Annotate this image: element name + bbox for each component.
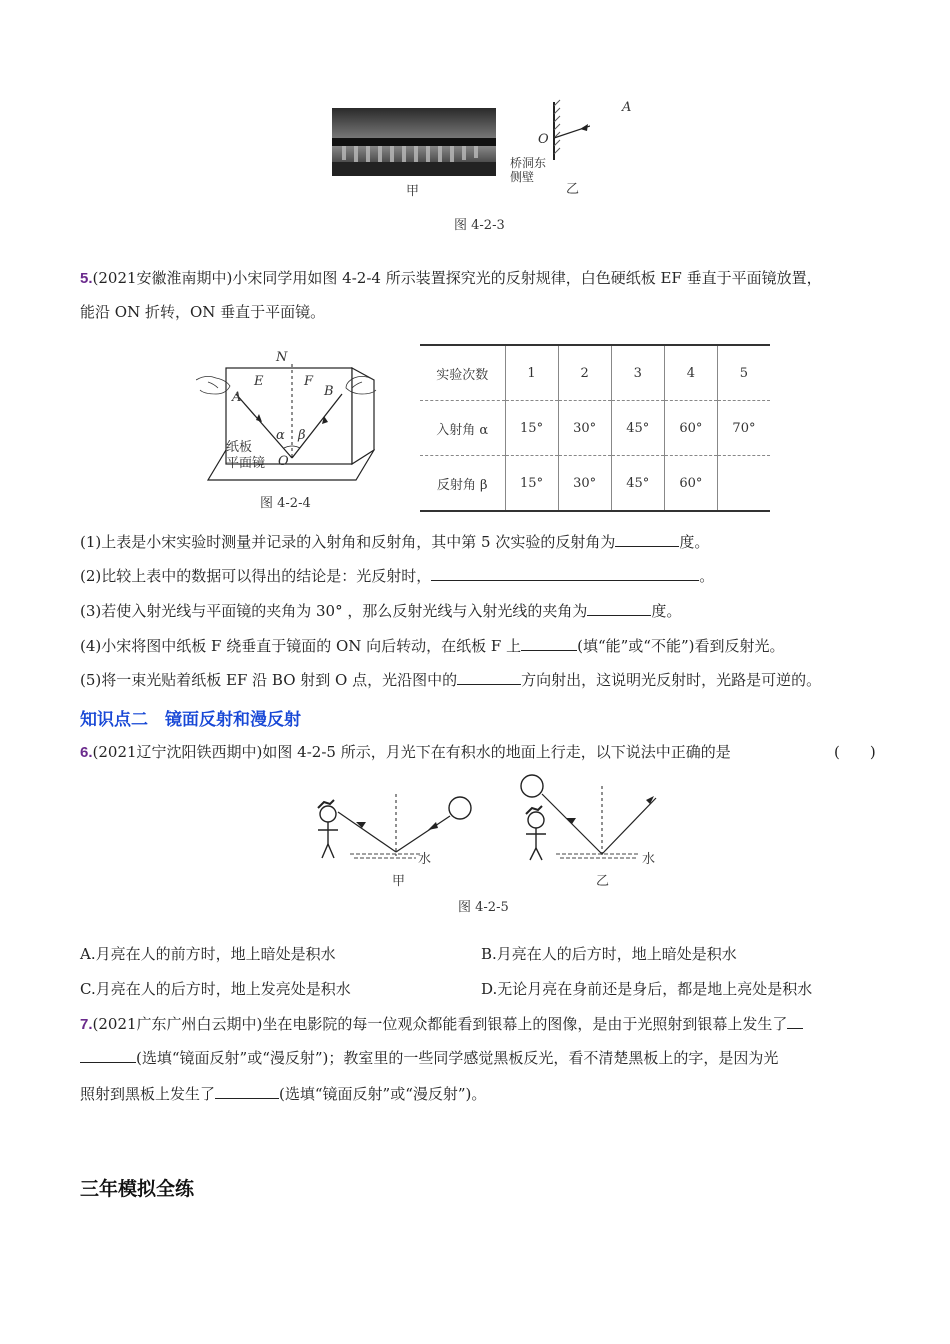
label-paper: 纸板	[226, 440, 253, 455]
table-row	[420, 345, 770, 401]
question-7-line1: 7.(2021广东广州白云期中)坐在电影院的每一位观众都能看到银幕上的图像，是由于光照射到银幕上发生了	[80, 1014, 803, 1035]
label-E: E	[254, 374, 264, 389]
answer-blank[interactable]	[587, 601, 651, 616]
sub-question-1: (1)上表是小宋实验时测量并记录的入射角和反射角，其中第 5 次实验的反射角为 度。	[80, 533, 710, 551]
question-7-line3: 照射到黑板上发生了 (选填“镜面反射”或“漫反射”)。	[80, 1085, 487, 1103]
answer-blank[interactable]	[431, 566, 699, 581]
table-cell: 15°	[505, 456, 558, 512]
question-number: 5.	[80, 270, 93, 287]
figure-caption: 图 4-2-5	[458, 900, 509, 915]
sub-question-3: (3)若使入射光线与平面镜的夹角为 30° ，那么反射光线与入射光线的夹角为 度。	[80, 602, 682, 620]
water-label: 水	[642, 852, 656, 867]
table-cell: 60°	[664, 456, 717, 512]
reflection-apparatus	[196, 350, 396, 510]
label-mirror: 平面镜	[226, 456, 266, 471]
table-cell: 45°	[611, 456, 664, 512]
label-O: O	[278, 454, 289, 469]
question-7-line2: (选填“镜面反射”或“漫反射”)；教室里的一些同学感觉黑板反光，看不清楚黑板上的字，是因为光	[80, 1048, 778, 1068]
table-cell: 2	[558, 345, 611, 401]
question-6: 6.(2021辽宁沈阳铁西期中)如图 4-2-5 所示，月光下在有积水的地面上行走，以下说法中正确的是	[80, 743, 731, 761]
table-row	[420, 401, 770, 456]
answer-blank[interactable]	[80, 1048, 136, 1063]
table-cell: 实验次数	[420, 345, 505, 401]
label-B: B	[324, 384, 334, 399]
ray	[602, 798, 656, 854]
option-C[interactable]: C.月亮在人的后方时，地上发亮处是积水	[80, 980, 351, 998]
label-O: O	[538, 132, 549, 147]
table-cell: 4	[664, 345, 717, 401]
label-alpha: α	[276, 428, 285, 443]
label-A: A	[232, 390, 242, 405]
ray	[396, 816, 450, 852]
hand-icon-left	[196, 376, 230, 394]
figure-caption: 图 4-2-4	[260, 496, 311, 511]
table-cell: 60°	[664, 401, 717, 456]
section-heading: 知识点二 镜面反射和漫反射	[80, 710, 301, 730]
person-icon-left	[318, 800, 338, 858]
question-5-line1: 5.(2021安徽淮南期中)小宋同学用如图 4-2-4 所示装置探究光的反射规律，白色硬纸板 EF 垂直于平面镜放置，	[80, 269, 822, 287]
answer-parentheses: ( )	[834, 743, 876, 761]
light-ray	[554, 114, 590, 138]
table-cell: 30°	[558, 401, 611, 456]
option-B[interactable]: B.月亮在人的后方时，地上暗处是积水	[481, 945, 737, 963]
answer-blank[interactable]	[787, 1014, 803, 1029]
label-F: F	[304, 374, 314, 389]
option-D[interactable]: D.无论月亮在身前还是身后，都是地上亮处是积水	[481, 980, 813, 998]
label-jia: 甲	[392, 874, 406, 889]
figure-caption: 图 4-2-3	[454, 218, 505, 233]
wall-label: 桥洞东 侧壁	[510, 156, 547, 184]
label-jia: 甲	[406, 184, 420, 199]
table-cell: 3	[611, 345, 664, 401]
water-label: 水	[418, 852, 432, 867]
answer-blank[interactable]	[615, 532, 679, 547]
table-cell: 30°	[558, 456, 611, 512]
table-cell: 反射角 β	[420, 456, 505, 512]
table-cell: 5	[717, 345, 770, 401]
answer-blank[interactable]	[521, 636, 577, 651]
table-cell: 70°	[717, 401, 770, 456]
water-surface	[556, 854, 640, 858]
figure-4-2-4	[196, 350, 396, 510]
sub-question-5: (5)将一束光贴着纸板 EF 沿 BO 射到 O 点，光沿图中的 方向射出，这说明光反射时，光路是可逆的。	[80, 671, 822, 689]
label-yi: 乙	[566, 182, 580, 197]
label-beta: β	[298, 428, 306, 443]
label-yi: 乙	[596, 874, 610, 889]
answer-blank[interactable]	[215, 1084, 279, 1099]
table-cell: 45°	[611, 401, 664, 456]
experiment-table	[420, 344, 770, 512]
table-cell	[717, 456, 770, 512]
person-icon-right	[526, 806, 546, 860]
label-N: N	[276, 350, 288, 365]
question-5-line2: 能沿 ON 折转，ON 垂直于平面镜。	[80, 303, 326, 321]
table-cell: 1	[505, 345, 558, 401]
section-heading: 三年模拟全练	[80, 1178, 195, 1200]
ray	[338, 812, 396, 852]
moon-icon-left	[449, 797, 471, 819]
table-row	[420, 456, 770, 512]
answer-blank[interactable]	[457, 670, 521, 685]
label-A: A	[622, 100, 632, 115]
question-number: 7.	[80, 1016, 93, 1033]
water-surface	[350, 854, 420, 858]
table-cell: 入射角 α	[420, 401, 505, 456]
sub-question-4: (4)小宋将图中纸板 F 绕垂直于镜面的 ON 向后转动，在纸板 F 上 (填“能”或“不能”)看到反射光。	[80, 637, 785, 655]
question-number: 6.	[80, 744, 93, 761]
figure-4-2-3	[330, 96, 632, 236]
sub-question-2: (2)比较上表中的数据可以得出的结论是：光反射时， 。	[80, 567, 715, 585]
table-cell: 15°	[505, 401, 558, 456]
option-A[interactable]: A.月亮在人的前方时，地上暗处是积水	[80, 945, 336, 963]
moon-icon-right	[521, 775, 543, 797]
figure-4-2-5	[300, 772, 680, 922]
